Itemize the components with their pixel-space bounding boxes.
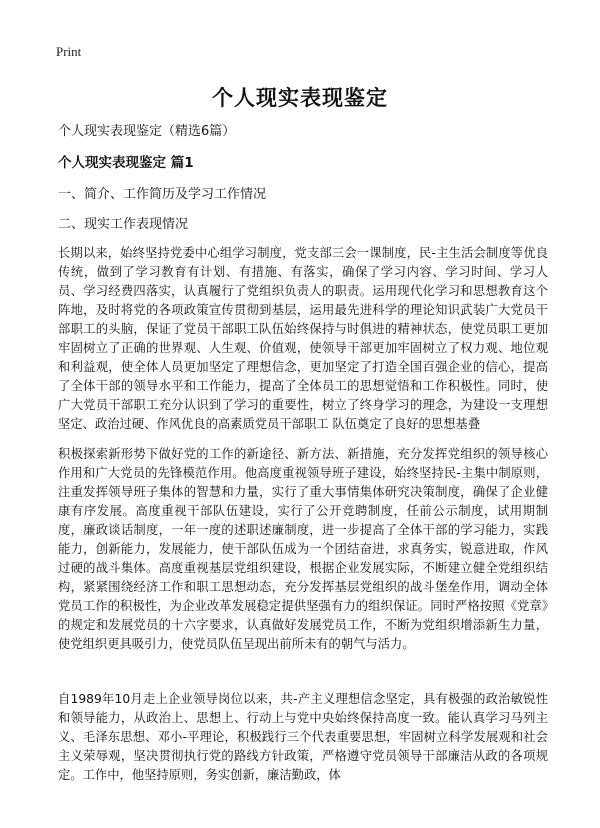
section-item-performance: 二、现实工作表现情况 xyxy=(58,217,189,232)
section-heading: 个人现实表现鉴定 篇1 xyxy=(58,155,194,171)
paragraph: 自1989年10月走上企业领导岗位以来，共-产主义理想信念坚定，具有极强的政治敏锐性和领导能力，从政治上、思想上、行动上与党中央始终保持高度一致。能认真学习马列主义、毛泽东思想、邓小-平理论，积极践行三个代表重要思想，牢固树立科学发展观和社会主义荣辱观，坚决贯彻执行党的路线方针政策，严格遵守党员领导干部廉洁从政的各项规定。工作中，他坚持原则，务实创新，廉洁勤政，体 xyxy=(58,692,548,782)
paragraph: 长期以来，始终坚持党委中心组学习制度，党支部三会一课制度，民-主生活会制度等优良传统，做到了学习教育有计划、有措施、有落实，确保了学习内容、学习时间、学习人员、学习经费四落实，认真履行了党组织负责人的职责。运用现代化学习和思想教育这个阵地，及时将党的各项政策宣传贯彻到基层，运用最先进科学的理论知识武装广大党员干部职工的头脑，保证了党员干部职工队伍始终保持与时俱进的精神状态，使党员职工更加牢固树立了正确的世界观、人生观、价值观，使领导干部更加牢固树立了权力观、地位观和利益观，使全体人员更加坚定了理想信念，更加坚定了打造全国百强企业的信心，提高了全体干部的领导水平和工作能力，提高了全体员工的思想觉悟和工作积极性。同时，使广大党员干部职工充分认识到了学习的重要性，树立了终身学习的理念，为建设一支理想坚定、政治过硬、作风优良的高素质党员干部职工 队伍奠定了良好的思想基叠 xyxy=(58,246,548,431)
paragraph: 积极探索新形势下做好党的工作的新途径、新方法、新措施，充分发挥党组织的领导核心作用和广大党员的先锋模范作用。他高度重视领导班子建设，始终坚持民-主集中制原则，注重发挥领导班子集体的智慧和力量，实行了重大事情集体研究决策制度，确保了企业健康有序发展。高度重视干部队伍建设，实行了公开竞聘制度，任前公示制度，试用期制度，廉政谈话制度，一年一度的述职述廉制度，进一步提高了全体干部的学习能力，实践能力，创新能力，发展能力，使干部队伍成为一个团结奋进，求真务实，锐意进取，作风过硬的战斗集体。高度重视基层党组织建设，根据企业发展实际，不断建立健全党组织结构，紧紧围绕经济工作和职工思想动态，充分发挥基层党组织的战斗堡垒作用，调动全体党员工作的积极性，为企业改革发展稳定提供坚强有力的组织保证。同时严格按照《党章》的规定和发展党员的十六字要求，认真做好发展党员工作，不断为党组织增添新生力量，使党组织更具吸引力，使党员队伍呈现出前所未有的朝气与活力。 xyxy=(58,447,548,651)
page-title: 个人现实表现鉴定 xyxy=(212,86,388,110)
section-item-intro: 一、简介、工作简历及学习工作情况 xyxy=(58,187,267,202)
document-subtitle: 个人现实表现鉴定（精选6篇） xyxy=(58,124,236,139)
print-link[interactable]: Print xyxy=(56,44,82,59)
